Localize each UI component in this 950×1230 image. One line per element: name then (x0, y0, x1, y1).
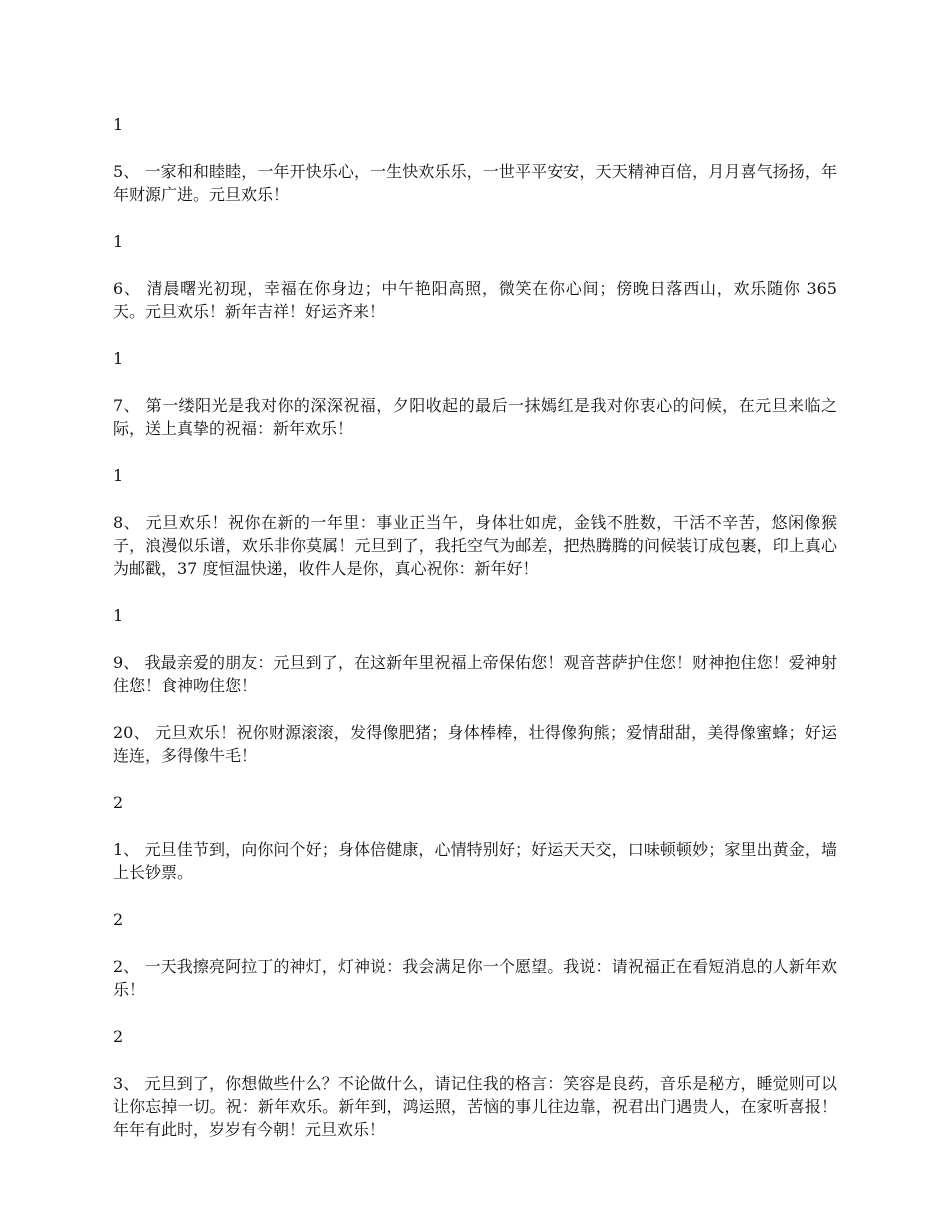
paragraph: 8、 元旦欢乐！祝你在新的一年里：事业正当午，身体壮如虎，金钱不胜数，干活不辛苦，悠闲像猴子，浪漫似乐谱，欢乐非你莫属！元旦到了，我托空气为邮差，把热腾腾的问候装订成包裹，印上真心为邮戳，37 度恒温快递，收件人是你，真心祝你：新年好！ (113, 513, 837, 578)
paragraph-number: 2 (113, 1027, 124, 1046)
paragraph-number: 1 (113, 349, 124, 368)
paragraph: 6、 清晨曙光初现，幸福在你身边；中午艳阳高照，微笑在你心间；傍晚日落西山，欢乐随你 365 天。元旦欢乐！新年吉祥！好运齐来！ (113, 279, 837, 321)
paragraph-number: 2 (113, 793, 124, 812)
paragraph: 9、 我最亲爱的朋友：元旦到了，在这新年里祝福上帝保佑您！观音菩萨护住您！财神抱住您！爱神射住您！食神吻住您！ (113, 653, 837, 695)
paragraph-number: 2 (113, 910, 124, 929)
paragraph: 5、 一家和和睦睦，一年开快乐心，一生快欢乐乐，一世平平安安，天天精神百倍，月月喜气扬扬，年年财源广进。元旦欢乐！ (113, 162, 837, 204)
paragraph-number: 1 (113, 606, 124, 625)
paragraph-number: 1 (113, 115, 124, 134)
paragraph-number: 1 (113, 232, 124, 251)
document-page (113, 113, 837, 1165)
paragraph: 1、 元旦佳节到，向你问个好；身体倍健康，心情特别好；好运天天交，口味顿顿妙；家里出黄金，墙上长钞票。 (113, 840, 837, 882)
paragraph: 7、 第一缕阳光是我对你的深深祝福，夕阳收起的最后一抹嫣红是我对你衷心的问候，在元旦来临之际，送上真挚的祝福：新年欢乐！ (113, 396, 837, 438)
paragraph: 20、 元旦欢乐！祝你财源滚滚，发得像肥猪；身体棒棒，壮得像狗熊；爱情甜甜，美得像蜜蜂；好运连连，多得像牛毛！ (113, 723, 837, 765)
paragraph: 3、 元旦到了，你想做些什么？不论做什么，请记住我的格言：笑容是良药，音乐是秘方，睡觉则可以让你忘掉一切。祝：新年欢乐。新年到，鸿运照，苦恼的事儿往边靠，祝君出门遇贵人，在家听喜报！年年有此时，岁岁有今朝！元旦欢乐！ (113, 1074, 837, 1139)
paragraph: 2、 一天我擦亮阿拉丁的神灯，灯神说：我会满足你一个愿望。我说：请祝福正在看短消息的人新年欢乐！ (113, 957, 837, 999)
paragraph-number: 1 (113, 466, 124, 485)
